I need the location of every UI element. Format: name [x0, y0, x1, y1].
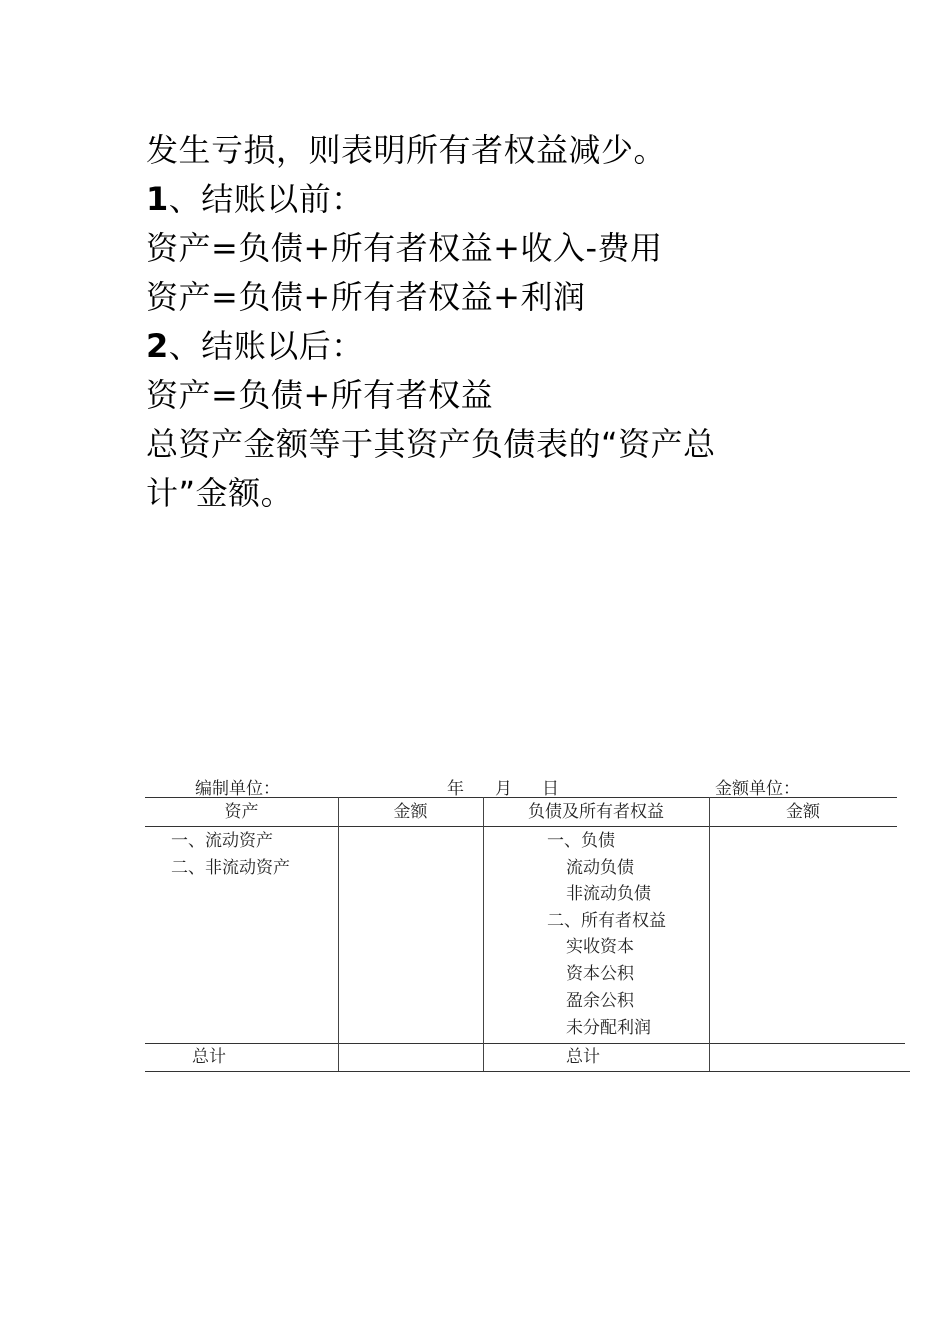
total-line-1: 总资产金额等于其资产负债表的“资产总: [146, 425, 716, 463]
after-heading-number: 2: [146, 327, 169, 365]
bottom-rule: [145, 1071, 910, 1072]
year-label: 年: [447, 779, 464, 799]
formula-3: 资产=负债+所有者权益: [146, 376, 494, 414]
asset-current: 一、流动资产: [171, 831, 273, 851]
equity-surplus-reserve: 盈余公积: [566, 991, 634, 1011]
total-liabilities-equity: 总计: [566, 1047, 600, 1067]
loss-line: 发生亏损，则表明所有者权益减少。: [146, 131, 667, 169]
col-header-assets: 资产: [224, 802, 259, 822]
header-rule: [145, 826, 897, 827]
balance-sheet-template: [145, 772, 910, 1077]
total-assets: 总计: [192, 1047, 226, 1067]
before-heading: [146, 175, 826, 224]
col-header-amount-right: 金额: [786, 802, 820, 822]
before-heading-text: 、结账以前：: [168, 180, 364, 218]
top-rule: [145, 797, 897, 798]
preparer-label: 编制单位：: [195, 779, 280, 799]
asset-noncurrent: 二、非流动资产: [171, 858, 290, 878]
equity-heading: 二、所有者权益: [547, 911, 666, 931]
after-heading-text: 、结账以后：: [168, 327, 364, 365]
formula-2: 资产=负债+所有者权益+利润: [146, 278, 586, 316]
before-heading-number: 1: [146, 180, 169, 218]
after-heading: [146, 322, 826, 371]
body-text: [146, 126, 826, 518]
equity-paid-in: 实收资本: [566, 937, 634, 957]
sheet-header: [145, 772, 910, 799]
col-divider-2: [483, 797, 484, 1071]
liab-current: 流动负债: [566, 858, 634, 878]
formula-1: 资产=负债+所有者权益+收入-费用: [146, 229, 663, 267]
amount-unit-label: 金额单位：: [715, 779, 800, 799]
month-label: 月: [495, 779, 512, 799]
col-divider-3: [709, 797, 710, 1071]
day-label: 日: [542, 779, 559, 799]
total-rule: [145, 1043, 905, 1044]
col-divider-1: [338, 797, 339, 1071]
liab-heading: 一、负债: [547, 831, 615, 851]
equity-retained: 未分配利润: [566, 1018, 651, 1038]
col-header-liabilities: 负债及所有者权益: [528, 802, 664, 822]
col-header-amount-left: 金额: [393, 802, 428, 822]
total-line-2: 计”金额。: [146, 474, 294, 512]
liab-noncurrent: 非流动负债: [566, 884, 651, 904]
equity-capital-reserve: 资本公积: [566, 964, 634, 984]
